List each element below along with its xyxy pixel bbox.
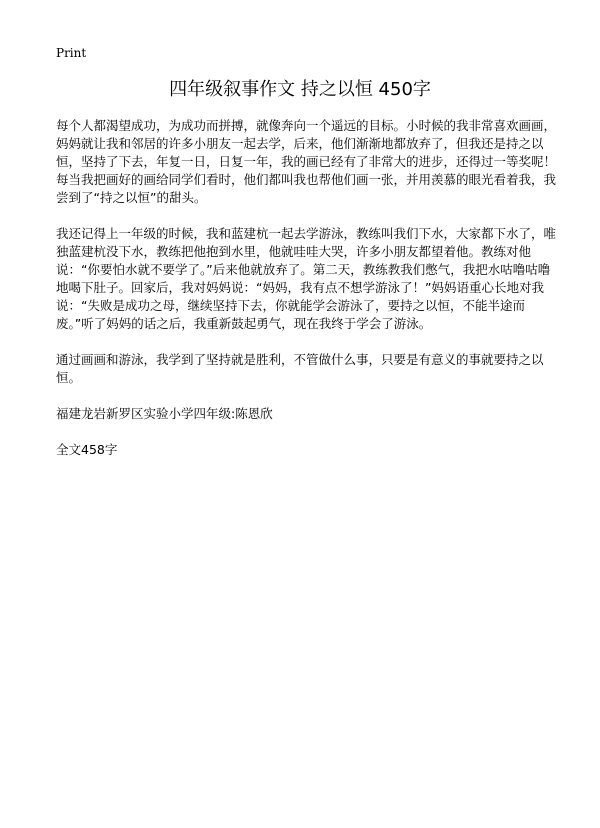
page-title: 四年级叙事作文 持之以恒 450字: [169, 79, 431, 100]
article-body: [56, 117, 556, 459]
paragraph-1: 每个人都渴望成功，为成功而拼搏，就像奔向一个遥远的目标。小时候的我非常喜欢画画，妈妈就让我和邻居的许多小朋友一起去学，后来，他们渐渐地都放弃了，但我还是持之以恒，坚持了下去，年复一日，日复一年，我的画已经有了非常大的进步，还得过一等奖呢！每当我把画好的画给同学们看时，他们都叫我也帮他们画一张，并用羡慕的眼光看着我，我尝到了“持之以恒”的甜头。: [56, 118, 557, 205]
paragraph-2: 我还记得上一年级的时候，我和蓝建杭一起去学游泳，教练叫我们下水，大家都下水了，唯独蓝建杭没下水，教练把他抱到水里，他就哇哇大哭，许多小朋友都望着他。教练对他说：“你要怕水就不要学了。”后来他就放弃了。第二天，教练教我们憋气，我把水咕噜咕噜地喝下肚子。回家后，我对妈妈说：“妈妈，我有点不想学游泳了！”妈妈语重心长地对我说：“失败是成功之母，继续坚持下去，你就能学会游泳了，要持之以恒，不能半途而废。”听了妈妈的话之后，我重新鼓起勇气，现在我终于学会了游泳。: [56, 226, 557, 331]
author-line: 福建龙岩新罗区实验小学四年级:陈恩欣: [56, 406, 273, 421]
word-count: 全文458字: [56, 442, 118, 457]
print-link[interactable]: Print: [56, 46, 87, 60]
paragraph-3: 通过画画和游泳，我学到了坚持就是胜利，不管做什么事，只要是有意义的事就要持之以恒。: [56, 352, 544, 385]
